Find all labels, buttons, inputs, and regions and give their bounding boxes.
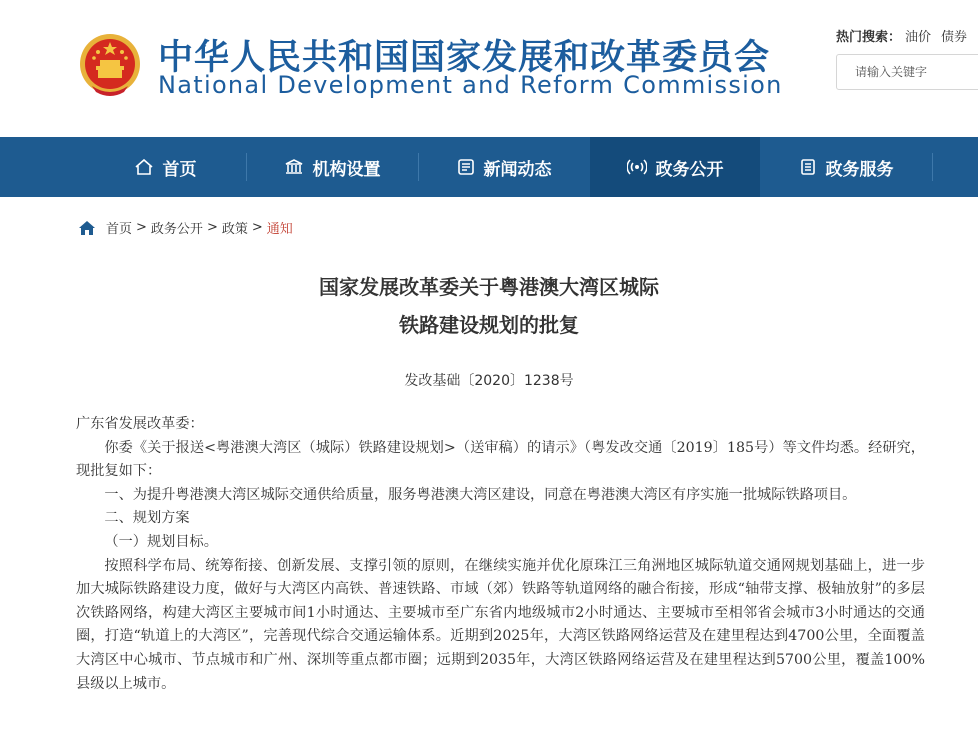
- hot-keyword[interactable]: 债券: [941, 30, 968, 45]
- nav-item-label: 新闻动态: [483, 159, 552, 180]
- nav-item-news[interactable]: [419, 137, 589, 197]
- breadcrumb: [78, 218, 293, 237]
- nav-item-label: 首页: [162, 159, 197, 180]
- hot-search-label: 热门搜索：: [836, 30, 902, 45]
- home-icon: [134, 158, 154, 176]
- document-paragraph: 按照科学布局、统筹衔接、创新发展、支撑引领的原则，在继续实施并优化原珠江三角洲地区城际轨道交通网规划基础上，进一步加大城际铁路建设力度，做好与大湾区内高铁、普速铁路、市域（郊）铁路等轨道网络的融合衔接，形成“轴带支撑、极轴放射”的多层次铁路网络，构建大湾区主要城市间1小时通达、主要城市至广东省内地级城市2小时通达、主要城市至相邻省会城市3小时通达的交通圈，打造“轨道上的大湾区”，完善现代综合交通运输体系。近期到2025年，大湾区铁路网络运营及在建里程达到4700公里，全面覆盖大湾区中心城市、节点城市和广州、深圳等重点都市圈；远期到2035年，大湾区铁路网络运营及在建里程达到5700公里，覆盖100%县级以上城市。: [76, 557, 925, 692]
- breadcrumb-separator: >: [251, 220, 263, 235]
- document-title: [0, 268, 978, 344]
- building-icon: [284, 158, 304, 176]
- nav-item-label: 政务公开: [655, 159, 724, 180]
- document-title-line: 国家发展改革委关于粤港澳大湾区城际: [319, 275, 659, 299]
- document-title-line: 铁路建设规划的批复: [399, 313, 579, 337]
- breadcrumb-link[interactable]: 政务公开: [150, 222, 203, 237]
- nav-item-home[interactable]: [85, 137, 245, 197]
- nav-divider: [932, 153, 933, 181]
- breadcrumb-link[interactable]: 首页: [106, 222, 133, 237]
- site-header: [0, 0, 978, 137]
- document-number: 发改基础〔2020〕1238号: [404, 373, 574, 389]
- broadcast-icon: [627, 158, 647, 176]
- document-body: [76, 413, 925, 696]
- service-icon: [799, 158, 817, 176]
- site-title-cn[interactable]: 中华人民共和国国家发展和改革委员会: [158, 38, 771, 78]
- hot-search: [836, 26, 973, 45]
- breadcrumb-separator: >: [206, 220, 218, 235]
- document-paragraph: 你委《关于报送<粤港澳大湾区（城际）铁路建设规划>（送审稿）的请示》（粤发改交通〔2019〕185号）等文件均悉。经研究，现批复如下：: [76, 439, 925, 480]
- news-icon: [457, 158, 475, 176]
- nav-item-label: 政务服务: [825, 159, 894, 180]
- breadcrumb-link[interactable]: 政策: [221, 222, 248, 237]
- nav-item-organization[interactable]: [247, 137, 417, 197]
- document-salutation: 广东省发展改革委：: [76, 416, 204, 432]
- hot-keyword[interactable]: 油价: [905, 30, 932, 45]
- document-paragraph: 一、为提升粤港澳大湾区城际交通供给质量，服务粤港澳大湾区建设，同意在粤港澳大湾区有序实施一批城际铁路项目。: [104, 486, 857, 503]
- search-input[interactable]: [836, 54, 978, 90]
- nav-item-services[interactable]: [761, 137, 931, 197]
- document-section-heading: 二、规划方案: [104, 510, 190, 527]
- nav-item-government-affairs[interactable]: [590, 137, 760, 197]
- national-emblem-icon[interactable]: [78, 30, 142, 98]
- breadcrumb-separator: >: [136, 220, 147, 235]
- nav-item-label: 机构设置: [312, 159, 381, 180]
- document-subsection-heading: （一）规划目标。: [104, 533, 218, 550]
- main-nav: [0, 137, 978, 197]
- site-title-en[interactable]: National Development and Reform Commission: [158, 71, 783, 99]
- home-icon[interactable]: [78, 220, 96, 236]
- breadcrumb-current[interactable]: 通知: [266, 222, 293, 237]
